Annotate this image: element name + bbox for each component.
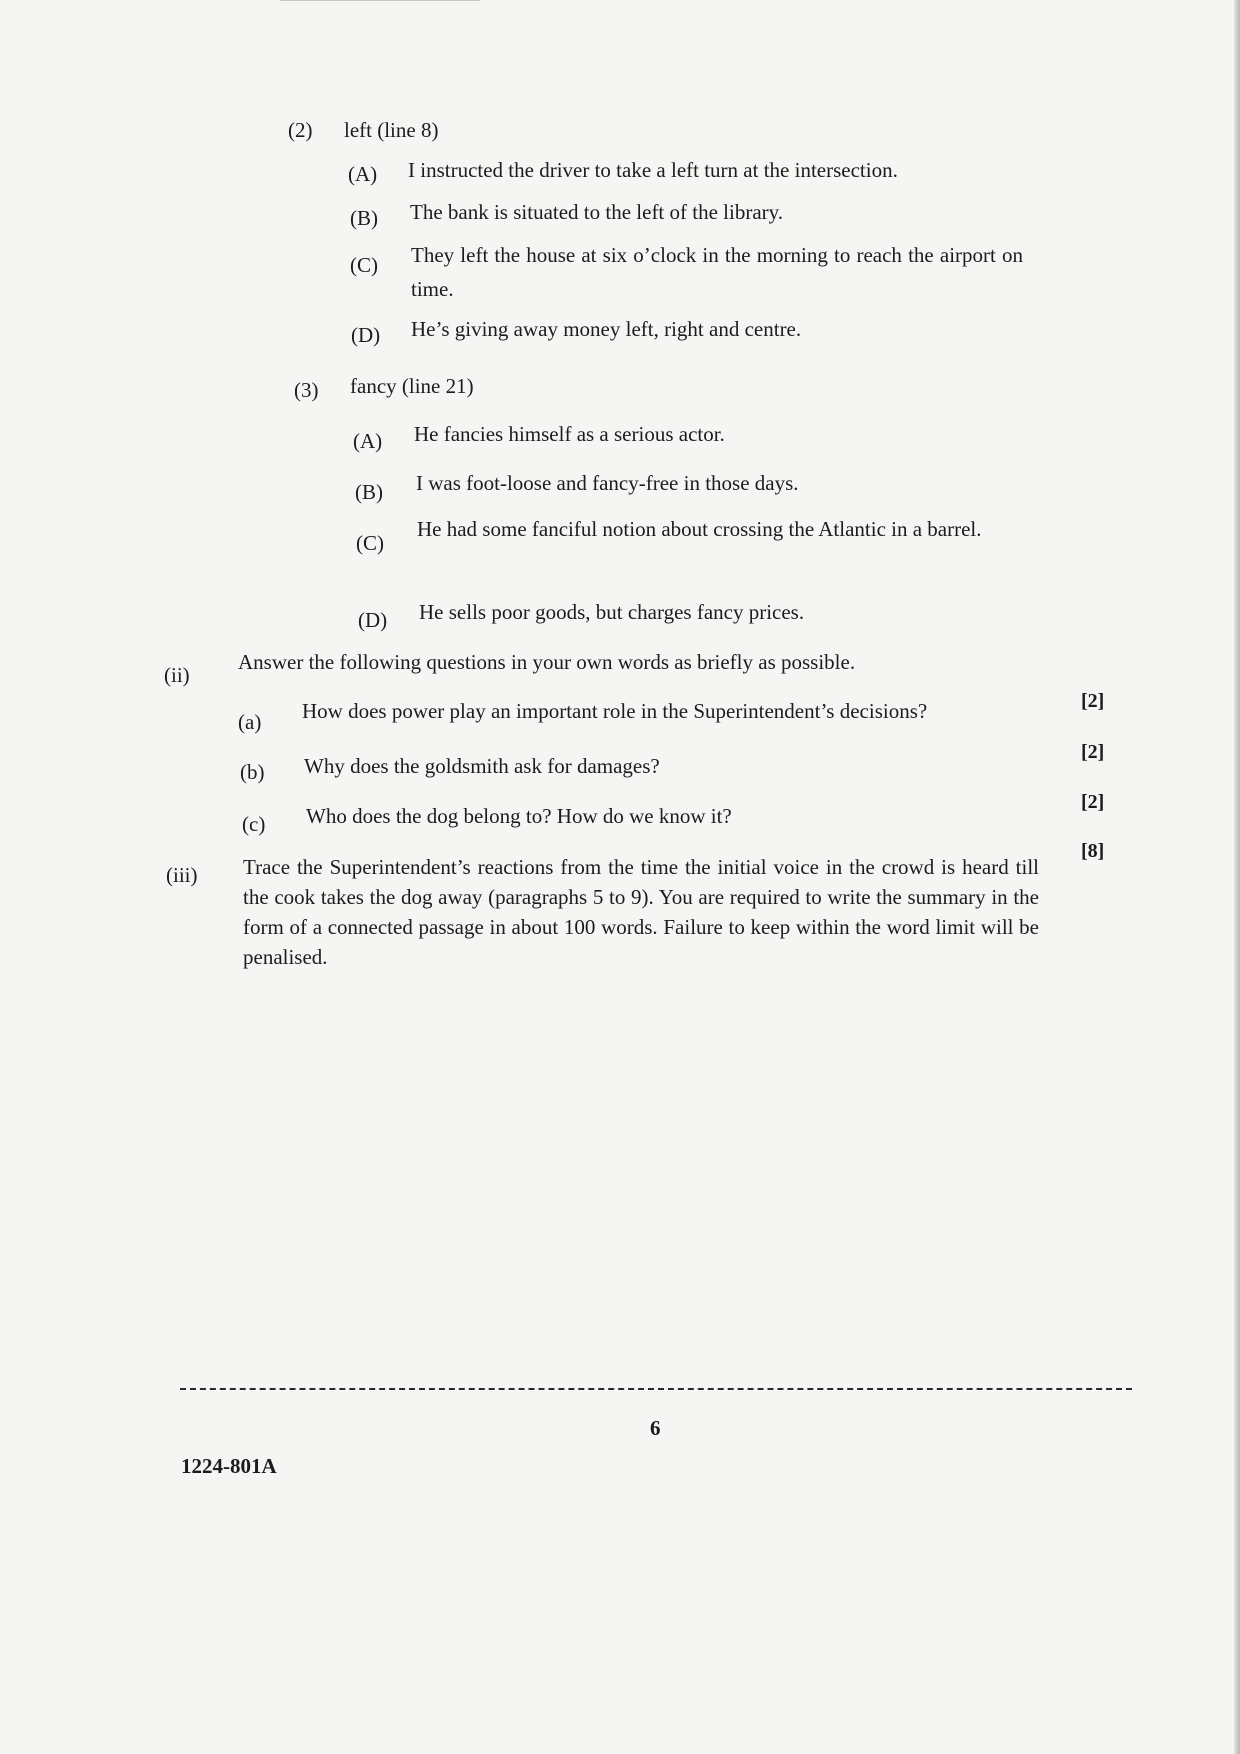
part-ii-question-marks: [2]	[1081, 791, 1105, 813]
q3-option-letter: (C)	[356, 531, 384, 555]
q2-word: left (line 8)	[344, 118, 439, 142]
page-number: 6	[650, 1416, 661, 1440]
part-ii-question-letter: (c)	[242, 812, 266, 836]
part-ii-question-letter: (a)	[238, 710, 262, 734]
q2-option-text: I instructed the driver to take a left turn at the intersection.	[408, 158, 898, 182]
q3-option-letter: (B)	[355, 480, 383, 504]
paper-code: 1224-801A	[181, 1454, 277, 1478]
part-ii-question-marks: [2]	[1081, 741, 1105, 763]
part-iii-text: Trace the Superintendent’s reactions from the time the initial voice in the crowd is heard till the cook takes the dog away (paragraphs 5 to 9). You are required to write the summary in the form of a connected passage in about 100 words. Failure to keep within the word limit will be penalised.	[243, 855, 1039, 969]
q3-option-text: He sells poor goods, but charges fancy prices.	[419, 600, 805, 624]
q3-option-text: He fancies himself as a serious actor.	[414, 422, 725, 446]
q2-option-letter: (B)	[350, 206, 378, 230]
q3-option-letter: (A)	[353, 429, 383, 453]
part-iii-marks: [8]	[1081, 840, 1105, 862]
q3-number: (3)	[294, 378, 319, 402]
q3-option-text: He had some fanciful notion about crossing the Atlantic in a barrel.	[417, 517, 982, 541]
part-ii-question-text: How does power play an important role in the Superintendent’s decisions?	[302, 699, 928, 723]
part-ii-number: (ii)	[164, 663, 190, 687]
q2-option-text: The bank is situated to the left of the library.	[410, 200, 784, 224]
part-iii-number: (iii)	[166, 863, 198, 887]
part-ii-instruction: Answer the following questions in your own words as briefly as possible.	[238, 650, 856, 674]
q2-number: (2)	[288, 118, 313, 142]
page-divider	[180, 1388, 1132, 1390]
part-ii-question-text: Who does the dog belong to? How do we know it?	[306, 804, 732, 828]
q3-option-letter: (D)	[358, 608, 388, 632]
q2-option-text: They left the house at six o’clock in the morning to reach the airport on time.	[411, 243, 1023, 301]
q2-option-letter: (D)	[351, 323, 381, 347]
page-edge-shadow	[1234, 0, 1240, 1754]
q2-option-letter: (A)	[348, 162, 378, 186]
part-ii-question-letter: (b)	[240, 760, 265, 784]
part-ii-question-marks: [2]	[1081, 690, 1105, 712]
q2-option-text: He’s giving away money left, right and centre.	[411, 317, 802, 341]
top-scan-line	[280, 0, 480, 1]
part-ii-question-text: Why does the goldsmith ask for damages?	[304, 754, 660, 778]
q3-word: fancy (line 21)	[350, 374, 474, 398]
q3-option-text: I was foot-loose and fancy-free in those days.	[416, 471, 799, 495]
q2-option-letter: (C)	[350, 253, 378, 277]
